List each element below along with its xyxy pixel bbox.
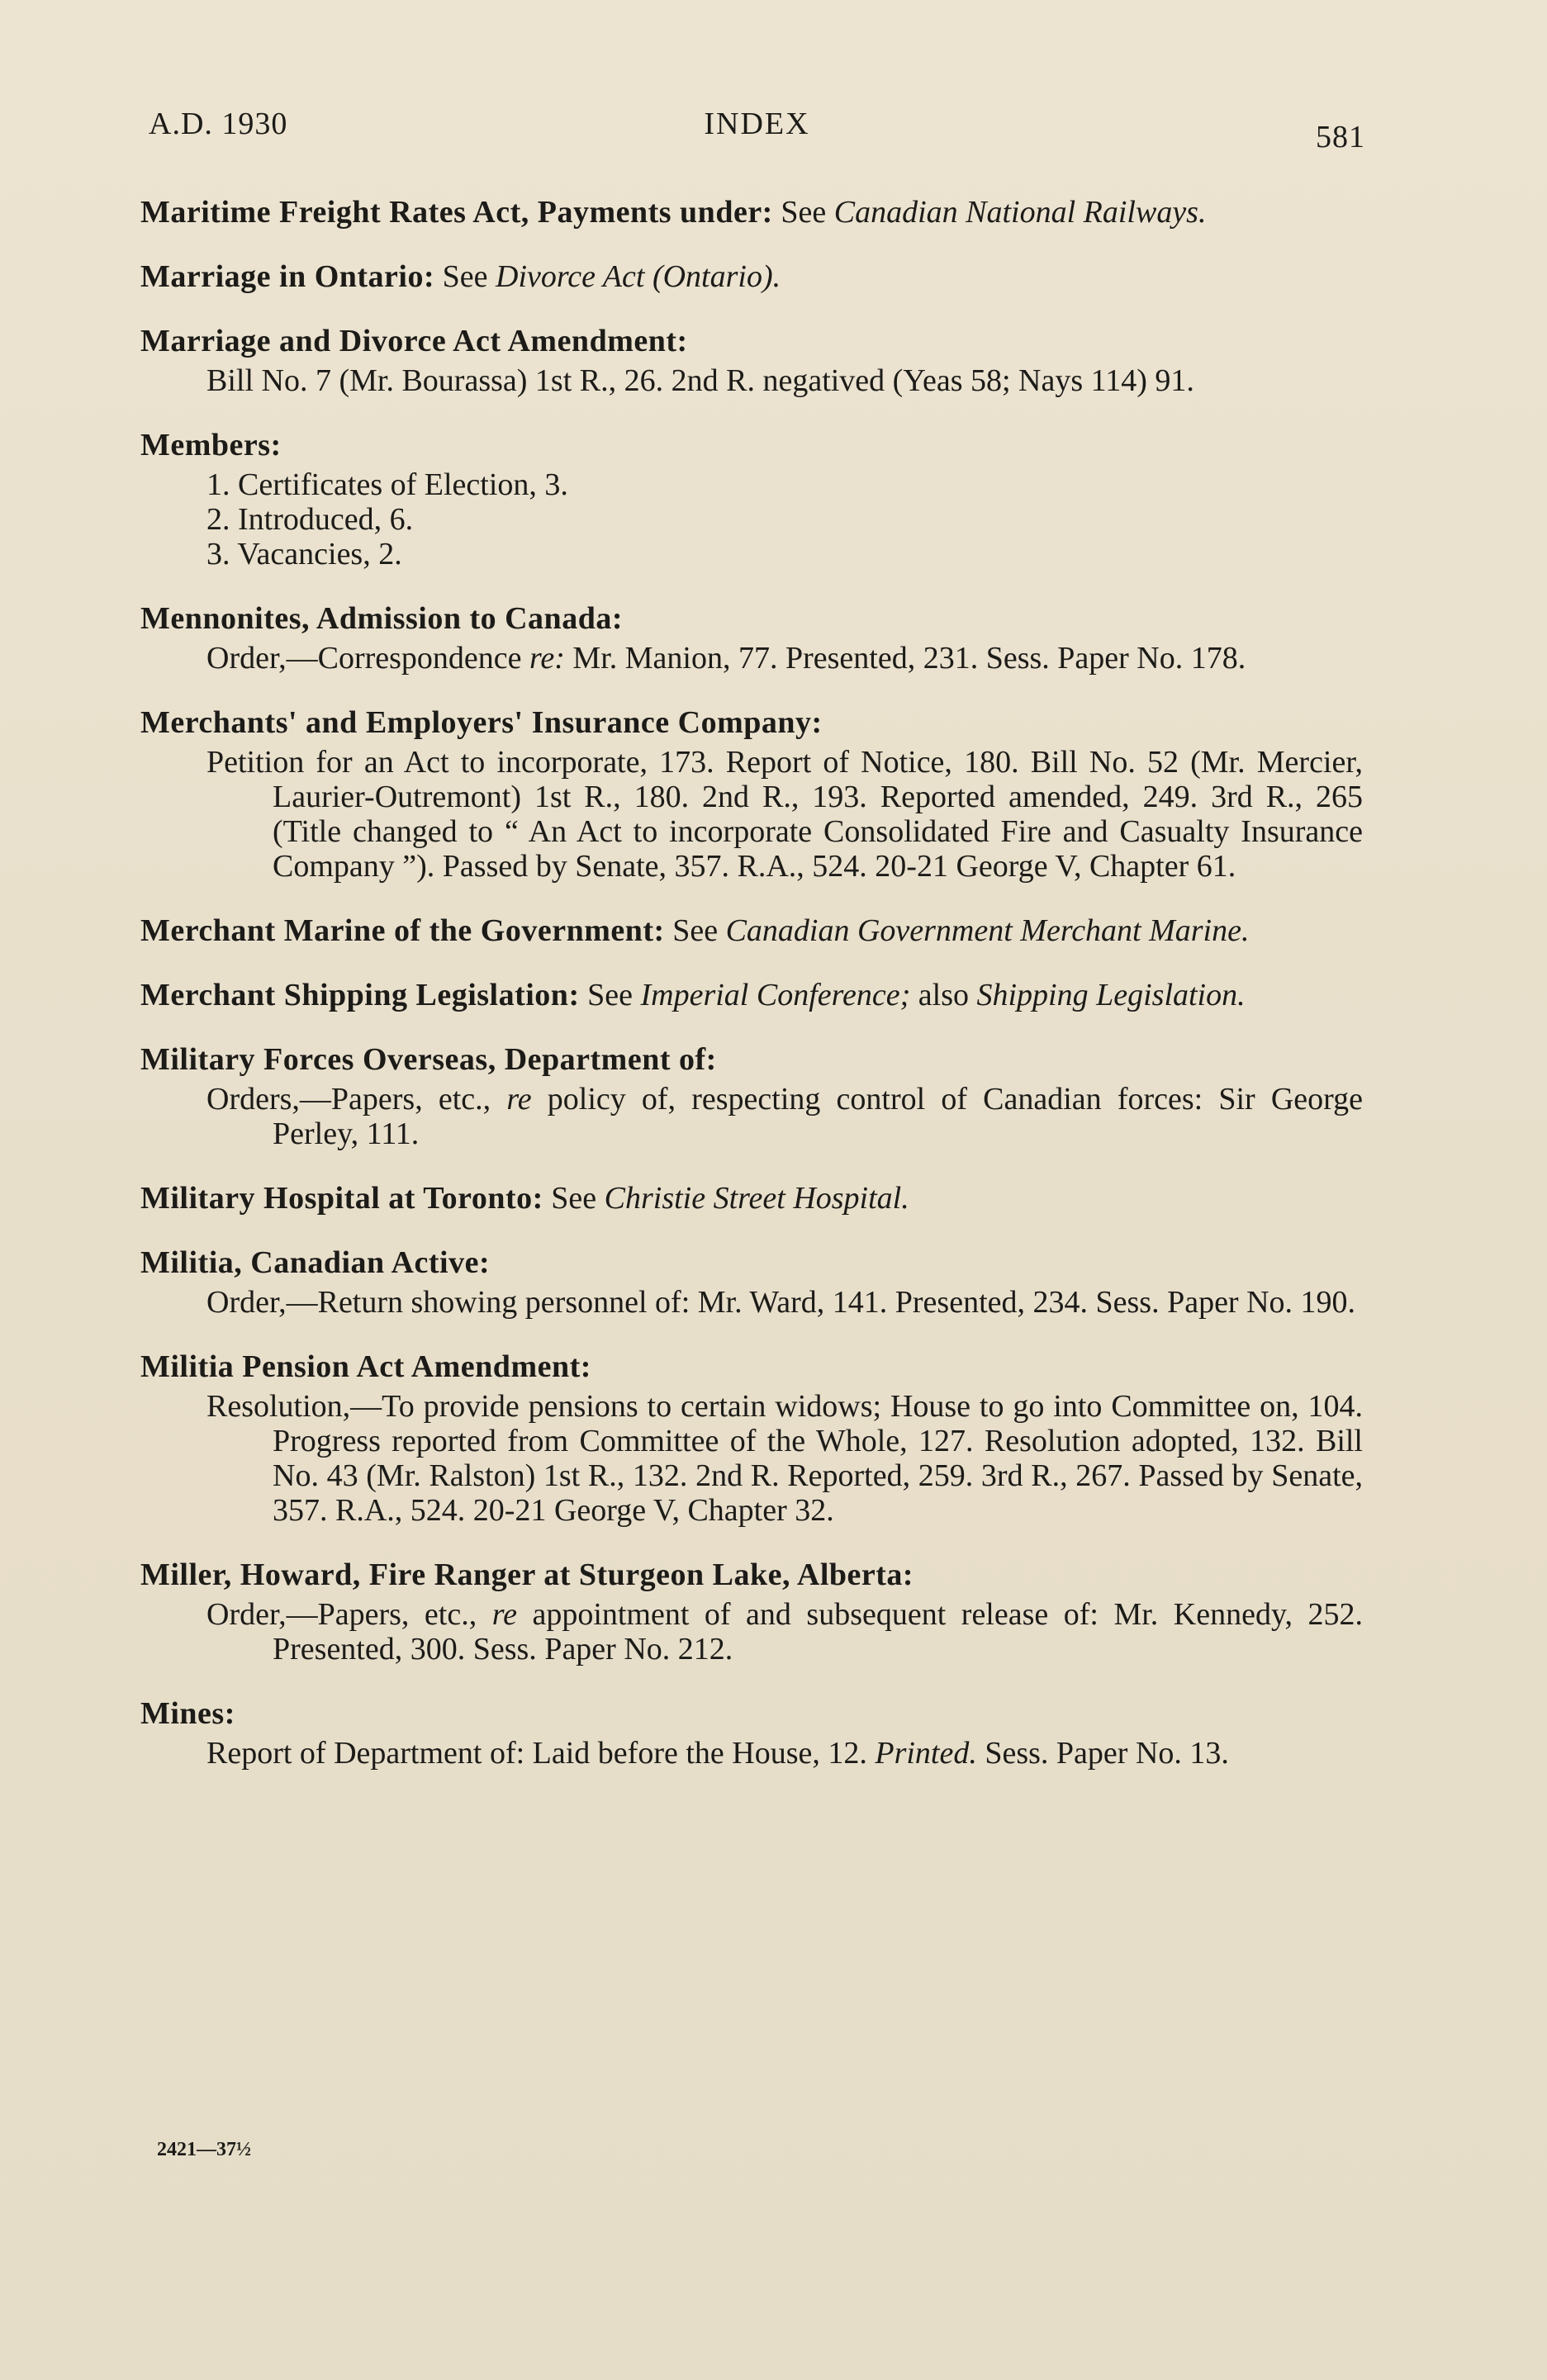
entry-heading: Merchant Shipping Legislation: bbox=[140, 978, 580, 1012]
entry-body bbox=[140, 1082, 1363, 1151]
see-label: See bbox=[781, 195, 827, 230]
index-entries bbox=[140, 195, 1363, 1800]
entry-heading: Mines: bbox=[140, 1696, 235, 1731]
index-entry bbox=[140, 1557, 1363, 1666]
body-italic: re bbox=[506, 1082, 532, 1117]
body-text: Mr. Manion, 77. Presented, 231. Sess. Paper No. 178. bbox=[572, 641, 1246, 676]
index-entry bbox=[140, 1349, 1363, 1528]
entry-body bbox=[140, 641, 1363, 676]
body-text: Order,—Correspondence bbox=[206, 641, 522, 676]
list-item: 3. Vacancies, 2. bbox=[206, 537, 402, 571]
entry-body: Petition for an Act to incorporate, 173. Report of Notice, 180. Bill No. 52 (Mr. Mercier, Laurier-Outremont) 1st R., 180. 2nd R., 193. Reported amended, 249. 3rd R., 265 (Title changed to “ An Act to incorporate Consolidated Fire and Casualty Insurance Company ”). Passed by Senate, 357. R.A., 524. 20-21 George V, Chapter 61. bbox=[206, 745, 1363, 884]
year-label: A.D. 1930 bbox=[149, 107, 288, 141]
body-text: Order,—Papers, etc., bbox=[206, 1597, 477, 1632]
cross-reference: Divorce Act (Ontario). bbox=[496, 259, 781, 294]
cross-reference: Shipping Legislation. bbox=[976, 978, 1246, 1012]
section-title: INDEX bbox=[704, 107, 810, 141]
running-head bbox=[149, 106, 1365, 155]
cross-reference: Canadian National Railways. bbox=[833, 195, 1207, 230]
entry-heading: Militia, Canadian Active: bbox=[140, 1245, 491, 1280]
entry-heading: Miller, Howard, Fire Ranger at Sturgeon Lake, Alberta: bbox=[140, 1557, 914, 1592]
index-entry bbox=[140, 428, 1363, 571]
body-text: Sess. Paper No. 13. bbox=[985, 1736, 1229, 1771]
index-entry bbox=[140, 259, 1363, 294]
see-label: See bbox=[442, 259, 488, 294]
entry-heading: Military Forces Overseas, Department of: bbox=[140, 1042, 717, 1077]
signature-code: 2421—37½ bbox=[157, 2139, 251, 2160]
index-entry bbox=[140, 195, 1363, 230]
entry-body: Order,—Return showing personnel of: Mr. Ward, 141. Presented, 234. Sess. Paper No. 190. bbox=[206, 1285, 1356, 1320]
cross-reference: Christie Street Hospital. bbox=[604, 1181, 909, 1216]
index-entry bbox=[140, 1245, 1363, 1320]
entry-heading: Mennonites, Admission to Canada: bbox=[140, 601, 623, 636]
entry-heading: Members: bbox=[140, 428, 282, 462]
sub-item-list bbox=[140, 467, 1363, 571]
entry-heading: Marriage and Divorce Act Amendment: bbox=[140, 324, 688, 358]
entry-heading: Merchant Marine of the Government: bbox=[140, 913, 665, 948]
index-entry bbox=[140, 913, 1363, 948]
entry-body: Resolution,—To provide pensions to certain widows; House to go into Committee on, 104. Progress reported from Committee of the Whole, 127. Resolution adopted, 132. Bill No. 43 (Mr. Ralston) 1st R., 132. 2nd R. Reported, 259. 3rd R., 267. Passed by Senate, 357. R.A., 524. 20-21 George V, Chapter 32. bbox=[206, 1389, 1363, 1528]
body-italic: re: bbox=[529, 641, 565, 676]
body-text: appointment of and subsequent release of: Mr. Kennedy, 252. Presented, 300. Sess. Paper No. 212. bbox=[273, 1597, 1363, 1666]
entry-heading: Merchants' and Employers' Insurance Company: bbox=[140, 705, 823, 740]
entry-heading: Marriage in Ontario: bbox=[140, 259, 435, 294]
see-label: See bbox=[587, 978, 633, 1012]
entry-heading: Military Hospital at Toronto: bbox=[140, 1181, 543, 1216]
see-label: See bbox=[672, 913, 719, 948]
see-label: See bbox=[551, 1181, 597, 1216]
cross-reference: Imperial Conference; bbox=[640, 978, 911, 1012]
index-entry bbox=[140, 705, 1363, 884]
index-entry bbox=[140, 1042, 1363, 1151]
entry-heading: Militia Pension Act Amendment: bbox=[140, 1349, 591, 1384]
body-italic: re bbox=[491, 1597, 517, 1632]
page-number: 581 bbox=[1316, 120, 1365, 154]
entry-heading: Maritime Freight Rates Act, Payments under: bbox=[140, 195, 773, 230]
entry-body bbox=[140, 1597, 1363, 1666]
index-entry bbox=[140, 978, 1363, 1012]
entry-body: Bill No. 7 (Mr. Bourassa) 1st R., 26. 2nd R. negatived (Yeas 58; Nays 114) 91. bbox=[206, 363, 1194, 398]
also-label: also bbox=[918, 978, 969, 1012]
index-entry bbox=[140, 601, 1363, 676]
body-italic: Printed. bbox=[875, 1736, 977, 1771]
entry-body bbox=[140, 1736, 1363, 1771]
index-entry bbox=[140, 324, 1363, 398]
list-item: 2. Introduced, 6. bbox=[206, 502, 414, 537]
body-text: Orders,—Papers, etc., bbox=[206, 1082, 491, 1117]
cross-reference: Canadian Government Merchant Marine. bbox=[725, 913, 1250, 948]
body-text: policy of, respecting control of Canadian forces: Sir George Perley, 111. bbox=[273, 1082, 1364, 1151]
body-text: Report of Department of: Laid before the House, 12. bbox=[206, 1736, 867, 1771]
index-entry bbox=[140, 1181, 1363, 1216]
list-item: 1. Certificates of Election, 3. bbox=[206, 467, 568, 502]
index-entry bbox=[140, 1696, 1363, 1771]
